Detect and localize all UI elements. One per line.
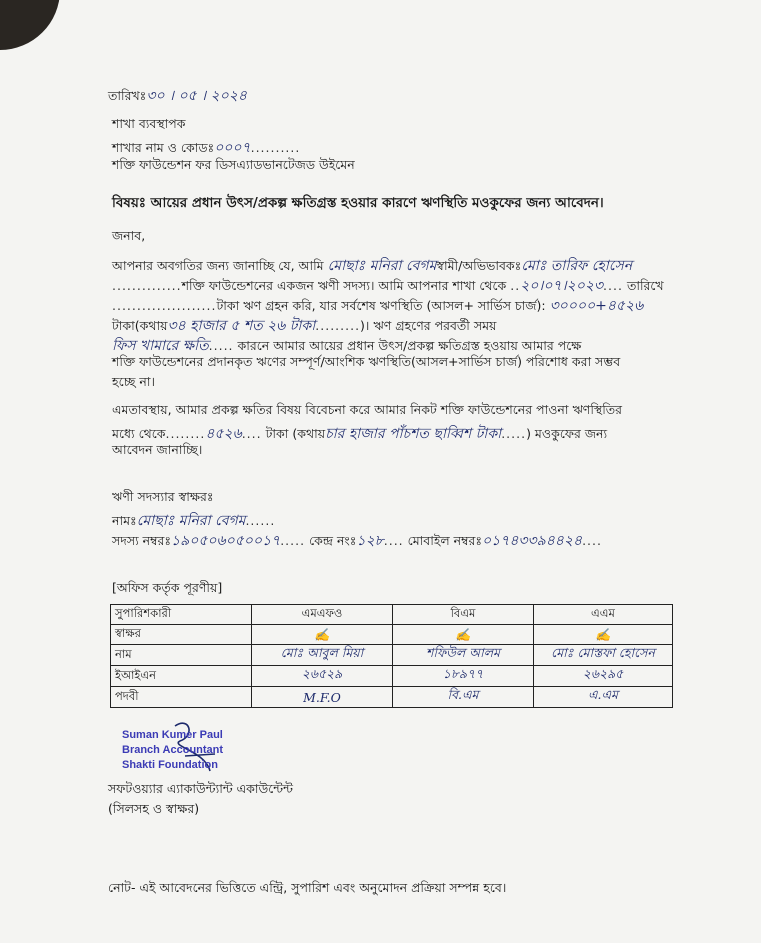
waive-words-hand: চার হাজার পাঁচশত ছাব্বিশ টাকা (325, 426, 502, 442)
branch-line: শাখার নাম ও কোডঃ০০০৭.......... (112, 140, 301, 156)
office-caption: [অফিস কর্তৃক পূরণীয়] (112, 580, 223, 595)
para1-text: কারনে আমার আয়ের প্রধান উৎস/প্রকল্প ক্ষতিগ্রস্ত হওয়ায় আমার পক্ষে (237, 338, 582, 353)
para1-line4: টাকা(কথায়৩৪ হাজার ৫ শত ২৬ টাকা.........)। ঋণ গ্রহণের পরবর্তী সময় (112, 318, 497, 334)
table-header-row (111, 605, 673, 625)
loan-date-hand: ২০।০৭।২০২৩ (520, 278, 604, 294)
table-row (111, 666, 673, 687)
para1-line2: ..............শক্তি ফাউন্ডেশনের একজন ঋণী সদস্য। আমি আপনার শাখা থেকে ..২০।০৭।২০২৩.... তারিখে (112, 278, 664, 294)
row-label: স্বাক্ষর (111, 625, 252, 645)
para1-line3: .....................টাকা ঋণ গ্রহন করি, যার সর্বশেষ ঋণস্থিতি (আসল+ সার্ভিস চার্জ): ৩০০০০+৪৫২৬ (112, 298, 644, 314)
waive-amount-hand: ৪৫২৬ (205, 426, 242, 442)
para1-line7: হচ্ছে না। (112, 374, 155, 389)
manager-label: শাখা ব্যবস্থাপক (112, 116, 186, 131)
cause-hand: ফিস খামারে ক্ষতি (112, 338, 209, 354)
para2-text: টাকা (কথায় (265, 426, 326, 441)
table-row (111, 645, 673, 666)
salutation: জনাব, (112, 228, 146, 243)
mobile-number-hand: ০১৭৪৩৩৯৪৪২৪ (482, 533, 583, 549)
para1-text: টাকা ঋণ গ্রহন করি, যার সর্বশেষ ঋণস্থিতি (আসল+ সার্ভিস চার্জ): (216, 298, 546, 313)
para1-line5: ফিস খামারে ক্ষতি..... কারনে আমার আয়ের প্রধান উৎস/প্রকল্প ক্ষতিগ্রস্ত হওয়ায় আমার পক্ষে (112, 338, 582, 354)
para1-text: আপনার অবগতির জন্য জানাচ্ছি যে, আমি (112, 258, 324, 273)
signature-cell: ✍ (534, 625, 673, 645)
table-cell: ২৬৫২৯ (252, 666, 393, 687)
mobile-number-label: মোবাইল নম্বরঃ (407, 533, 483, 548)
table-cell: মোঃ আবুল মিয়া (252, 645, 393, 666)
member-id-line: সদস্য নম্বরঃ১৯০৫০৬০৫০০১৭..... কেন্দ্র নংঃ১২৮.... মোবাইল নম্বরঃ০১৭৪৩৩৯৪৪২৪.... (112, 533, 602, 549)
para2-line2: মধ্যে থেকে........৪৫২৬.... টাকা (কথায়চার হাজার পাঁচশত ছাব্বিশ টাকা.....) মওকুফের জন্য (112, 426, 608, 442)
para2-line1: এমতাবস্থায়, আমার প্রকল্প ক্ষতির বিষয় বিবেচনা করে আমার নিকট শক্তি ফাউন্ডেশনের পাওনা ঋণস্থিতির (112, 402, 623, 417)
table-cell: বি.এম (393, 687, 534, 708)
table-cell: এ.এম (534, 687, 673, 708)
para2-text: ) মওকুফের জন্য (526, 426, 608, 441)
para2-line3: আবেদন জানাচ্ছি। (112, 442, 203, 457)
member-name-hand: মোছাঃ মনিরা বেগম (136, 513, 246, 529)
table-cell: ২৬২৯৫ (534, 666, 673, 687)
header-mfo: এমএফও (252, 605, 393, 625)
header-recommender: সুপারিশকারী (111, 605, 252, 625)
para1-text: )। ঋণ গ্রহণের পরবর্তী সময় (360, 318, 497, 333)
para1-line6: শক্তি ফাউন্ডেশনের প্রদানকৃত ঋণের সম্পূর্ণ/আংশিক ঋণস্থিতি(আসল+সার্ভিস চার্জ) পরিশোধ করা সম্ভব (112, 354, 621, 369)
branch-label: শাখার নাম ও কোডঃ (112, 140, 215, 155)
date-value: ৩০ । ০৫ । ২০২৪ (146, 88, 247, 104)
table-cell: M.F.O (252, 687, 393, 708)
member-name-line: নামঃমোছাঃ মনিরা বেগম...... (112, 513, 276, 529)
accountant-sub: (সিলসহ ও স্বাক্ষর) (108, 801, 200, 816)
row-label: ইআইএন (111, 666, 252, 687)
table-row (111, 625, 673, 645)
subject-line: বিষয়ঃ আয়ের প্রধান উৎস/প্রকল্প ক্ষতিগ্রস্ত হওয়ার কারণে ঋণস্থিতি মওকুফের জন্য আবেদন। (112, 195, 604, 211)
header-bm: বিএম (393, 605, 534, 625)
date-line (108, 84, 247, 108)
table-cell: ১৮৯৭৭ (393, 666, 534, 687)
stamp-line: Shakti Foundation (122, 759, 218, 771)
member-number-label: সদস্য নম্বরঃ (112, 533, 172, 548)
office-approval-table (110, 604, 673, 708)
balance-words-hand: ৩৪ হাজার ৫ শত ২৬ টাকা (167, 318, 316, 334)
para1-text: টাকা(কথায় (112, 318, 168, 333)
signature-cell: ✍ (252, 625, 393, 645)
date-label: তারিখঃ (108, 88, 147, 103)
signature-cell: ✍ (393, 625, 534, 645)
center-number-hand: ১২৮ (356, 533, 384, 549)
para1-text: শক্তি ফাউন্ডেশনের একজন ঋণী সদস্য। আমি আপনার শাখা থেকে (181, 278, 507, 293)
org-label: শক্তি ফাউন্ডেশন ফর ডিসএ্যাডভানটেজড উইমেন (112, 157, 355, 172)
footer-note: নোট- এই আবেদনের ভিত্তিতে এন্ট্রি, সুপারিশ এবং অনুমোদন প্রক্রিয়া সম্পন্ন হবে। (108, 880, 507, 895)
member-number-hand: ১৯০৫০৬০৫০০১৭ (171, 533, 281, 549)
table-cell: শফিউল আলম (393, 645, 534, 666)
stamp-line: Branch Accountant (122, 744, 224, 756)
row-label: নাম (111, 645, 252, 666)
member-name-label: নামঃ (112, 513, 137, 528)
applicant-name-hand: মোছাঃ মনিরা বেগম (327, 258, 437, 274)
branch-code: ০০০৭ (214, 140, 251, 156)
row-label: পদবী (111, 687, 252, 708)
para1-text: তারিখে (626, 278, 664, 293)
table-row (111, 687, 673, 708)
center-number-label: কেন্দ্র নংঃ (309, 533, 357, 548)
para1-text: স্বামী/অভিভাবকঃ (436, 258, 522, 273)
guardian-name-hand: মোঃ তারিফ হোসেন (521, 258, 633, 274)
accountant-stamp (122, 728, 223, 773)
header-am: এএম (534, 605, 673, 625)
table-cell: মোঃ মোস্তফা হোসেন (534, 645, 673, 666)
stamp-line: Suman Kumer Paul (122, 729, 223, 741)
accountant-title: সফটওয়্যার এ্যাকাউন্ট্যান্ট একাউন্টেন্ট (108, 781, 293, 796)
balance-hand: ৩০০০০+৪৫২৬ (549, 298, 644, 314)
para2-text: মধ্যে থেকে (112, 426, 166, 441)
member-sign-label: ঋণী সদস্যার স্বাক্ষরঃ (112, 489, 214, 504)
